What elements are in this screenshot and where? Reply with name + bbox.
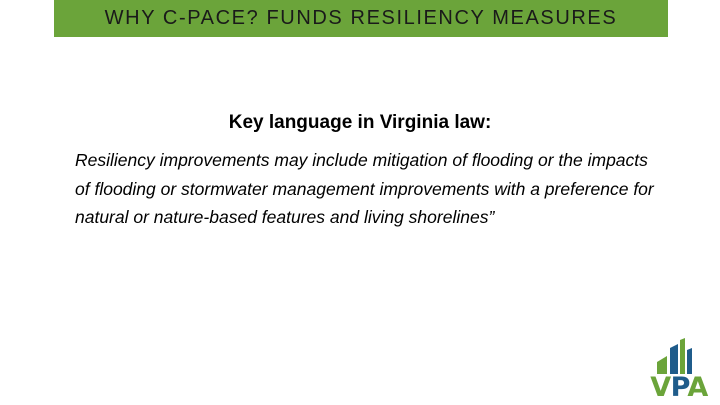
logo-text [644, 374, 714, 402]
logo-letter-a: A [687, 372, 708, 403]
slide-title: WHY C-PACE? FUNDS RESILIENCY MEASURES [104, 7, 618, 29]
slide-heading: Key language in Virginia law: [228, 112, 492, 133]
law-quote: Resiliency improvements may include mitigation of flooding or the impacts of flooding or stormwater management improvements with a preference for natural or nature-based features and living shorelines” [75, 150, 654, 227]
title-bar [54, 0, 668, 37]
buildings-logo-icon [644, 338, 714, 374]
logo-letter-p: P [670, 372, 688, 403]
vpa-logo [644, 338, 714, 402]
logo-letter-v: V [650, 372, 671, 403]
